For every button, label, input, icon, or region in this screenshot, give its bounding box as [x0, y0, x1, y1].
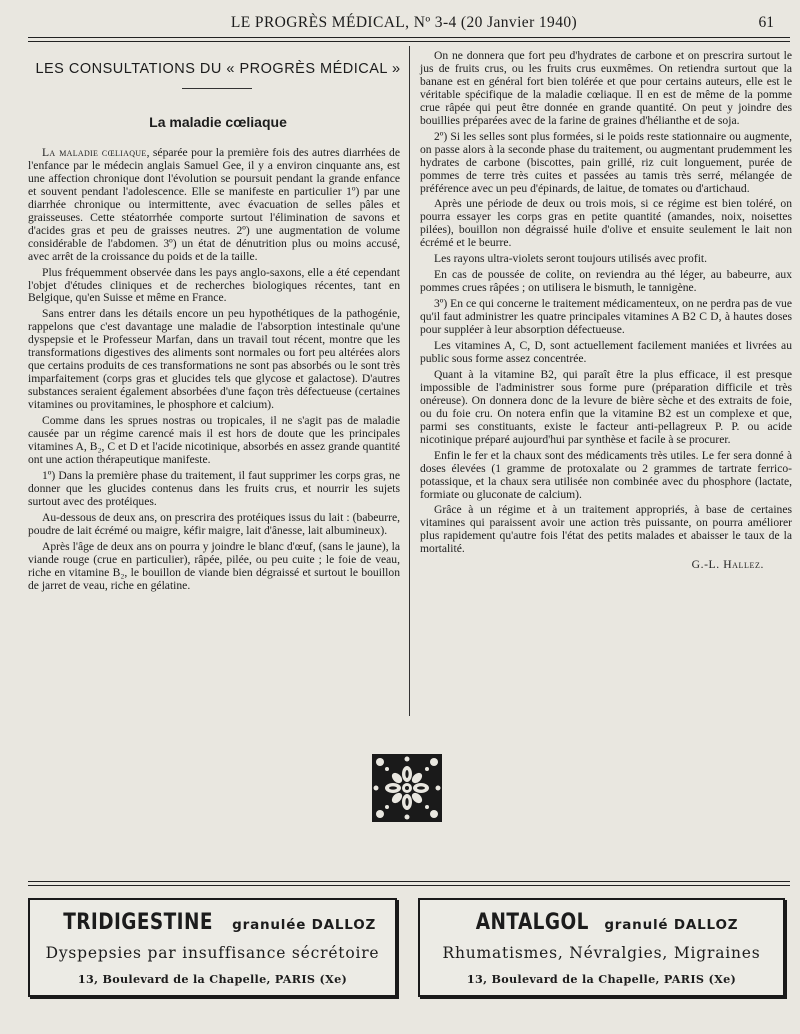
ad-tagline: Dyspepsies par insuffisance sécrétoire — [45, 944, 380, 962]
ad-headline — [420, 910, 783, 935]
paragraph: Sans entrer dans les détails encore un peu hypothétiques de la pathogénie, rappelons que c'est davantage une maladie de l'absorption intestinale qu'une dyspepsie et le Professeur Marfan, dans un travail tout récent, montre que les transformations digestives des aliments sont normales ou fort peu altérées alors que certains produits de ces transformations ne sont pas absorbés ou le sont très imparfaitement (corps gras et glucides tels que glycose et galactose). D'autres substances seraient également absorbées d'une façon très défectueuse (certaines vitamines ou provitamines, le phosphore et calcium). — [28, 307, 400, 412]
paragraph: Grâce à un régime et à un traitement appropriés, à base de certaines vitamines qui paraissent avoir une action très puissante, on pourra améliorer plus rapidement qu'autre fois l'état des petits malades et abaisser le taux de la mortalité. — [420, 503, 792, 556]
floral-ornament-icon — [372, 754, 442, 822]
paragraph: En cas de poussée de colite, on reviendra au thé léger, au babeurre, aux pommes crues râpées ; on utilisera le bismuth, le tannigène. — [420, 268, 792, 295]
paragraph: 3º) En ce qui concerne le traitement médicamenteux, on ne perdra pas de vue qu'il faut administrer les quatre principales vitamines A B2 C D, à hautes doses pour suppléer à leur absorption défectueuse. — [420, 297, 792, 337]
ad-address: 13, Boulevard de la Chapelle, PARIS (Xe) — [77, 972, 348, 986]
paragraph: Quant à la vitamine B2, qui paraît être la plus efficace, il est presque impossible de l'administrer sous forme pure (préparation difficile et très onéreuse). On donnera donc de la levure de bière sèche et des extraits de foie, ou du foie cru. On notera enfin que la vitamine B2 est un complexe et que, parmi ses constituants, existe le facteur anti-pellagreux P. P. ou acide nicotinique préparé aujourd'hui par synthèse et facile à se procurer. — [420, 367, 792, 446]
paragraph: Les vitamines A, C, D, sont actuellement facilement maniées et livrées au public sous forme assez concentrée. — [420, 339, 792, 365]
article-title: La maladie cœliaque — [149, 114, 287, 130]
ad-grade: granulée DALLOZ — [232, 917, 377, 933]
ad-grade: granulé DALLOZ — [604, 917, 739, 933]
advertisement-antalgol — [418, 898, 785, 997]
paragraph: Comme dans les sprues nostras ou tropicales, il ne s'agit pas de maladie causée par un régime carencé mais il est hors de doute que les principales vitamines A, B₂, C et D et l'acide nicotinique, absorbés en assez grande quantité ont une action thérapeutique manifeste. — [28, 414, 400, 466]
running-header — [28, 12, 780, 34]
left-column — [28, 147, 400, 595]
ad-headline — [30, 910, 395, 935]
paragraph: La maladie cœliaque, séparée pour la première fois des autres diarrhées de l'enfance par le médecin anglais Samuel Gee, il y a environ cinquante ans, est une affection chronique dont l'évolution se poursuit pendant la grande enfance et souvent pendant l'adolescence. Elle se manifeste en particulier 1º) par une diarrhée chronique ou intermittente, avec évacuation de selles pâles et graisseuses. Cette stéatorrhée comporte surtout l'élimination de savons et d'acides gras et peu de graisses neutres. 2º) une augmentation de volume considérable de l'abdomen. 3º) un état de dénutrition plus ou moins accusé, avec arrêt de la croissance du poids et de la taille. — [28, 146, 400, 263]
header-rule — [28, 37, 790, 38]
column-divider — [409, 46, 410, 716]
header-rule-thin — [28, 41, 790, 42]
footer-rule — [28, 881, 790, 882]
ad-tagline: Rhumatismes, Névralgies, Migraines — [442, 944, 761, 962]
paragraph: Après l'âge de deux ans on pourra y joindre le blanc d'œuf, (sans le jaune), la viande rouge (crue en particulier), râpée, pilée, ou peu cuite ; le foie de veau, riche en vitamine B₂, le bouillon de viande bien dégraissé et surtout le bouillon de jarret de veau, riche en gélatine. — [28, 539, 400, 592]
footer-rule-thin — [28, 885, 790, 886]
lead-word: La maladie cœliaque — [42, 146, 147, 159]
paragraph: On ne donnera que fort peu d'hydrates de carbone et on prescrira surtout le jus de fruits crus, ou les fruits crus euxmêmes. On retiendra surtout que la banane est en général fort bien tolérée et que pour certains auteurs, elle est le véritable spécifique de la maladie cœliaque. Il en est de même de la pomme crue râpée qui peut être donnée en grande quantité. On peut y joindre des bouillies préparées avec de la farine de graines d'hélianthe et de soja. — [420, 49, 792, 127]
paragraph: 1º) Dans la première phase du traitement, il faut supprimer les corps gras, ne donner que les glucides contenus dans les fruits crus, et nourrir les sujets surtout avec des protéiques. — [28, 468, 400, 508]
paragraph: Plus fréquemment observée dans les pays anglo-saxons, elle a été cependant l'objet d'études cliniques et de recherches biologiques récentes, tant en Belgique, qu'en Suisse et même en France. — [28, 265, 400, 305]
section-title: LES CONSULTATIONS DU « PROGRÈS MÉDICAL » — [35, 61, 401, 77]
paragraph: Les rayons ultra-violets seront toujours utilisés avec profit. — [434, 252, 708, 266]
ad-brand: TRIDIGESTINE — [63, 910, 213, 935]
paragraph: Après une période de deux ou trois mois, si ce régime est bien toléré, on pourra essayer les corps gras en petite quantité (amandes, noix, noisettes pilées), bouillon non dégraissé huile d'olive et ensuite seulement le lait non écrémé et le beurre. — [420, 197, 792, 250]
journal-header-title: LE PROGRÈS MÉDICAL, Nº 3-4 (20 Janvier 1940) — [230, 14, 578, 31]
ad-brand: ANTALGOL — [475, 910, 589, 935]
paragraph: Enfin le fer et la chaux sont des médicaments très utiles. Le fer sera donné à doses élevées (1 gramme de protoxalate ou 2 grammes de tartrate ferrico-potassique, et la chaux sera utilisée non combinée avec du phosphore (lactate, formiate ou gluconate de calcium). — [420, 448, 792, 501]
title-rule — [182, 88, 252, 89]
right-column — [420, 50, 792, 572]
ad-address: 13, Boulevard de la Chapelle, PARIS (Xe) — [466, 972, 737, 986]
paragraph: 2º) Si les selles sont plus formées, si le poids reste stationnaire ou augmente, on passe alors à la seconde phase du traitement, ou augmentant prudemment les hydrates de carbone (biscottes, pain grillé, riz cuit longuement, purée de pommes de terre très cuites et passées au tamis très serré, mélangée de préférence avec un peu d'épinards, de laitue, de tomates ou d'artichaud. — [420, 129, 792, 195]
page-number: 61 — [758, 14, 774, 31]
advertisement-tridigestine — [28, 898, 397, 997]
author-signature: G.-L. Hallez. — [691, 558, 764, 572]
paragraph: Au-dessous de deux ans, on prescrira des protéiques issus du lait : (babeurre, poudre de lait écrémé ou maigre, kéfir maigre, lait d'ânesse, lait albumineux). — [28, 510, 400, 537]
